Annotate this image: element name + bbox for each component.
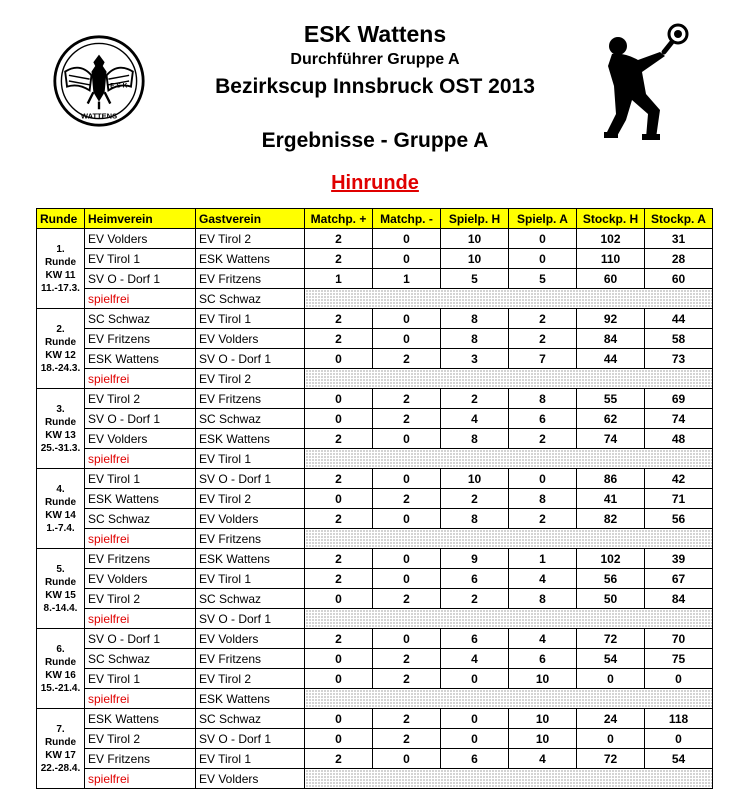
score-sp-a: 8 — [509, 489, 577, 509]
score-sp-h: 5 — [441, 269, 509, 289]
score-sp-h: 0 — [441, 709, 509, 729]
score-sp-a: 4 — [509, 749, 577, 769]
results-body — [37, 229, 713, 789]
table-row — [37, 429, 713, 449]
score-mp-plus: 2 — [305, 629, 373, 649]
guest-team: ESK Wattens — [196, 249, 305, 269]
guest-team: EV Tirol 1 — [196, 749, 305, 769]
score-mp-plus: 2 — [305, 429, 373, 449]
bye-filler — [305, 449, 713, 469]
score-st-a: 60 — [645, 269, 713, 289]
home-team: EV Fritzens — [85, 549, 196, 569]
home-team: EV Volders — [85, 429, 196, 449]
score-sp-a: 10 — [509, 729, 577, 749]
table-row — [37, 409, 713, 429]
score-mp-plus: 0 — [305, 729, 373, 749]
score-mp-minus: 0 — [373, 249, 441, 269]
home-team: EV Tirol 1 — [85, 249, 196, 269]
home-team: EV Tirol 1 — [85, 669, 196, 689]
col-header: Gastverein — [196, 209, 305, 229]
home-team: SC Schwaz — [85, 649, 196, 669]
score-mp-minus: 0 — [373, 469, 441, 489]
score-st-a: 67 — [645, 569, 713, 589]
table-row — [37, 229, 713, 249]
round-dates: 18.-24.3. — [40, 362, 81, 374]
round-cell — [37, 389, 85, 469]
col-header: Stockp. H — [577, 209, 645, 229]
table-row — [37, 569, 713, 589]
score-st-h: 82 — [577, 509, 645, 529]
round-label: 2. — [56, 323, 65, 335]
round-kw: KW 17 — [45, 749, 76, 761]
score-mp-plus: 2 — [305, 569, 373, 589]
score-st-a: 0 — [645, 729, 713, 749]
score-sp-h: 8 — [441, 309, 509, 329]
score-sp-h: 8 — [441, 429, 509, 449]
score-st-h: 60 — [577, 269, 645, 289]
home-team: SC Schwaz — [85, 509, 196, 529]
round-runde: Runde — [44, 416, 77, 428]
score-mp-minus: 2 — [373, 389, 441, 409]
score-st-a: 0 — [645, 669, 713, 689]
score-mp-minus: 2 — [373, 349, 441, 369]
home-team: SV O - Dorf 1 — [85, 269, 196, 289]
score-sp-h: 2 — [441, 389, 509, 409]
guest-team: EV Tirol 2 — [196, 669, 305, 689]
score-sp-a: 10 — [509, 669, 577, 689]
score-mp-minus: 0 — [373, 429, 441, 449]
score-st-h: 0 — [577, 669, 645, 689]
score-sp-a: 8 — [509, 589, 577, 609]
score-mp-minus: 0 — [373, 229, 441, 249]
score-mp-minus: 2 — [373, 589, 441, 609]
table-row — [37, 749, 713, 769]
guest-team: SV O - Dorf 1 — [196, 349, 305, 369]
home-team: EV Tirol 2 — [85, 729, 196, 749]
score-st-a: 73 — [645, 349, 713, 369]
guest-team: EV Volders — [196, 509, 305, 529]
score-mp-minus: 2 — [373, 649, 441, 669]
home-team: EV Tirol 2 — [85, 589, 196, 609]
guest-team: SC Schwaz — [196, 589, 305, 609]
results-table — [36, 208, 713, 789]
score-sp-a: 6 — [509, 409, 577, 429]
bye-filler — [305, 289, 713, 309]
bye-label: spielfrei — [85, 689, 196, 709]
score-st-a: 31 — [645, 229, 713, 249]
score-mp-plus: 2 — [305, 749, 373, 769]
bye-team: EV Tirol 2 — [196, 369, 305, 389]
round-kw: KW 15 — [45, 589, 76, 601]
score-sp-h: 6 — [441, 569, 509, 589]
score-mp-minus: 0 — [373, 509, 441, 529]
score-st-h: 74 — [577, 429, 645, 449]
bye-filler — [305, 689, 713, 709]
table-row — [37, 349, 713, 369]
table-row — [37, 709, 713, 729]
crest-initials: E S K — [110, 82, 128, 90]
score-sp-a: 10 — [509, 709, 577, 729]
col-header: Spielp. A — [509, 209, 577, 229]
score-st-a: 42 — [645, 469, 713, 489]
round-cell — [37, 309, 85, 389]
score-sp-a: 2 — [509, 329, 577, 349]
score-st-h: 102 — [577, 549, 645, 569]
guest-team: EV Tirol 2 — [196, 229, 305, 249]
score-sp-a: 4 — [509, 629, 577, 649]
home-team: EV Tirol 1 — [85, 469, 196, 489]
home-team: ESK Wattens — [85, 349, 196, 369]
score-st-a: 56 — [645, 509, 713, 529]
score-st-a: 71 — [645, 489, 713, 509]
bye-filler — [305, 529, 713, 549]
bye-team: EV Tirol 1 — [196, 449, 305, 469]
score-mp-minus: 0 — [373, 309, 441, 329]
score-mp-minus: 2 — [373, 669, 441, 689]
score-sp-h: 8 — [441, 329, 509, 349]
score-st-h: 92 — [577, 309, 645, 329]
score-st-h: 0 — [577, 729, 645, 749]
score-mp-plus: 2 — [305, 229, 373, 249]
score-mp-plus: 2 — [305, 309, 373, 329]
table-row — [37, 249, 713, 269]
bye-team: SC Schwaz — [196, 289, 305, 309]
score-st-a: 54 — [645, 749, 713, 769]
score-st-a: 74 — [645, 409, 713, 429]
score-sp-h: 10 — [441, 249, 509, 269]
score-mp-plus: 0 — [305, 669, 373, 689]
round-label: 1. — [56, 243, 65, 255]
bye-label: spielfrei — [85, 529, 196, 549]
round-label: 4. — [56, 483, 65, 495]
score-st-a: 48 — [645, 429, 713, 449]
home-team: EV Fritzens — [85, 329, 196, 349]
col-header: Runde — [37, 209, 85, 229]
guest-team: EV Fritzens — [196, 649, 305, 669]
col-header: Matchp. + — [305, 209, 373, 229]
bye-team: EV Fritzens — [196, 529, 305, 549]
bye-row — [37, 769, 713, 789]
bye-filler — [305, 369, 713, 389]
score-sp-h: 10 — [441, 229, 509, 249]
bye-row — [37, 369, 713, 389]
bye-team: EV Volders — [196, 769, 305, 789]
round-dates: 15.-21.4. — [40, 682, 81, 694]
round-dates: 11.-17.3. — [41, 282, 80, 294]
round-cell — [37, 229, 85, 309]
round-runde: Runde — [44, 256, 77, 268]
round-label: 7. — [56, 723, 65, 735]
score-st-h: 24 — [577, 709, 645, 729]
round-runde: Runde — [44, 336, 77, 348]
score-sp-a: 0 — [509, 229, 577, 249]
score-sp-h: 0 — [441, 669, 509, 689]
score-st-h: 56 — [577, 569, 645, 589]
score-mp-plus: 2 — [305, 249, 373, 269]
table-row — [37, 669, 713, 689]
round-dates: 8.-14.4. — [43, 602, 78, 614]
score-mp-minus: 0 — [373, 549, 441, 569]
score-mp-plus: 0 — [305, 489, 373, 509]
score-sp-h: 2 — [441, 589, 509, 609]
round-runde: Runde — [44, 496, 77, 508]
score-st-h: 41 — [577, 489, 645, 509]
table-header-row — [37, 209, 713, 229]
guest-team: SV O - Dorf 1 — [196, 729, 305, 749]
score-st-h: 72 — [577, 749, 645, 769]
score-mp-plus: 0 — [305, 349, 373, 369]
table-row — [37, 509, 713, 529]
score-sp-a: 4 — [509, 569, 577, 589]
score-st-a: 58 — [645, 329, 713, 349]
table-row — [37, 469, 713, 489]
guest-team: SC Schwaz — [196, 709, 305, 729]
score-sp-a: 1 — [509, 549, 577, 569]
score-mp-plus: 2 — [305, 509, 373, 529]
score-mp-minus: 0 — [373, 569, 441, 589]
bye-filler — [305, 609, 713, 629]
bye-team: ESK Wattens — [196, 689, 305, 709]
round-cell — [37, 709, 85, 789]
round-label: 6. — [56, 643, 65, 655]
home-team: ESK Wattens — [85, 709, 196, 729]
score-mp-plus: 0 — [305, 709, 373, 729]
round-dates: 22.-28.4. — [40, 762, 81, 774]
score-mp-plus: 0 — [305, 409, 373, 429]
home-team: EV Fritzens — [85, 749, 196, 769]
score-st-a: 44 — [645, 309, 713, 329]
bye-label: spielfrei — [85, 289, 196, 309]
score-sp-a: 5 — [509, 269, 577, 289]
score-mp-minus: 0 — [373, 629, 441, 649]
score-sp-h: 8 — [441, 509, 509, 529]
score-st-h: 44 — [577, 349, 645, 369]
score-mp-minus: 1 — [373, 269, 441, 289]
home-team: SC Schwaz — [85, 309, 196, 329]
table-row — [37, 649, 713, 669]
round-label: 5. — [56, 563, 65, 575]
table-row — [37, 329, 713, 349]
table-row — [37, 389, 713, 409]
score-mp-plus: 0 — [305, 389, 373, 409]
guest-team: EV Fritzens — [196, 389, 305, 409]
home-team: EV Volders — [85, 569, 196, 589]
score-sp-h: 4 — [441, 409, 509, 429]
score-st-a: 39 — [645, 549, 713, 569]
round-kw: KW 11 — [45, 269, 76, 281]
table-row — [37, 309, 713, 329]
score-sp-a: 6 — [509, 649, 577, 669]
bye-label: spielfrei — [85, 609, 196, 629]
home-team: ESK Wattens — [85, 489, 196, 509]
table-row — [37, 269, 713, 289]
round-cell — [37, 629, 85, 709]
bye-row — [37, 449, 713, 469]
score-sp-h: 6 — [441, 629, 509, 649]
score-sp-h: 4 — [441, 649, 509, 669]
score-st-a: 69 — [645, 389, 713, 409]
score-mp-plus: 2 — [305, 329, 373, 349]
score-mp-minus: 0 — [373, 329, 441, 349]
score-sp-h: 10 — [441, 469, 509, 489]
score-sp-a: 2 — [509, 509, 577, 529]
score-st-h: 110 — [577, 249, 645, 269]
guest-team: SV O - Dorf 1 — [196, 469, 305, 489]
score-mp-minus: 2 — [373, 409, 441, 429]
home-team: EV Volders — [85, 229, 196, 249]
col-header: Spielp. H — [441, 209, 509, 229]
organizer-subtitle: Durchführer Gruppe A — [290, 51, 460, 68]
col-header: Stockp. A — [645, 209, 713, 229]
round-kw: KW 16 — [45, 669, 76, 681]
score-mp-plus: 2 — [305, 549, 373, 569]
score-mp-minus: 2 — [373, 489, 441, 509]
score-sp-a: 0 — [509, 249, 577, 269]
score-st-h: 102 — [577, 229, 645, 249]
guest-team: EV Fritzens — [196, 269, 305, 289]
cup-title: Bezirkscup Innsbruck OST 2013 — [215, 75, 535, 98]
guest-team: EV Tirol 1 — [196, 309, 305, 329]
score-mp-minus: 0 — [373, 749, 441, 769]
score-st-a: 28 — [645, 249, 713, 269]
score-st-a: 70 — [645, 629, 713, 649]
results-title: Ergebnisse - Gruppe A — [261, 129, 489, 152]
round-cell — [37, 469, 85, 549]
bye-label: spielfrei — [85, 769, 196, 789]
bye-row — [37, 689, 713, 709]
home-team: EV Tirol 2 — [85, 389, 196, 409]
club-title: ESK Wattens — [303, 21, 447, 47]
bye-filler — [305, 769, 713, 789]
score-sp-h: 9 — [441, 549, 509, 569]
round-dates: 1.-7.4. — [46, 522, 75, 534]
round-kw: KW 12 — [45, 349, 76, 361]
bye-team: SV O - Dorf 1 — [196, 609, 305, 629]
score-sp-h: 3 — [441, 349, 509, 369]
score-mp-plus: 0 — [305, 649, 373, 669]
round-cell — [37, 549, 85, 629]
score-sp-a: 7 — [509, 349, 577, 369]
score-st-h: 84 — [577, 329, 645, 349]
round-runde: Runde — [44, 656, 77, 668]
score-mp-minus: 2 — [373, 709, 441, 729]
score-sp-h: 2 — [441, 489, 509, 509]
col-header: Heimverein — [85, 209, 196, 229]
score-st-h: 55 — [577, 389, 645, 409]
table-row — [37, 549, 713, 569]
score-sp-a: 0 — [509, 469, 577, 489]
bye-row — [37, 289, 713, 309]
score-st-a: 75 — [645, 649, 713, 669]
round-kw: KW 14 — [45, 509, 76, 521]
score-sp-a: 2 — [509, 309, 577, 329]
score-sp-h: 6 — [441, 749, 509, 769]
score-st-a: 118 — [645, 709, 713, 729]
round-runde: Runde — [44, 736, 77, 748]
score-st-a: 84 — [645, 589, 713, 609]
crest-text: WATTENS — [80, 111, 118, 121]
score-st-h: 50 — [577, 589, 645, 609]
round-kw: KW 13 — [45, 429, 76, 441]
guest-team: SC Schwaz — [196, 409, 305, 429]
score-sp-a: 2 — [509, 429, 577, 449]
table-row — [37, 589, 713, 609]
score-mp-minus: 2 — [373, 729, 441, 749]
score-mp-plus: 2 — [305, 469, 373, 489]
guest-team: EV Tirol 1 — [196, 569, 305, 589]
bye-label: spielfrei — [85, 369, 196, 389]
guest-team: EV Volders — [196, 629, 305, 649]
round-dates: 25.-31.3. — [40, 442, 81, 454]
score-mp-plus: 0 — [305, 589, 373, 609]
table-row — [37, 729, 713, 749]
home-team: SV O - Dorf 1 — [85, 409, 196, 429]
round-runde: Runde — [44, 576, 77, 588]
bye-row — [37, 529, 713, 549]
bye-label: spielfrei — [85, 449, 196, 469]
guest-team: ESK Wattens — [196, 549, 305, 569]
score-st-h: 86 — [577, 469, 645, 489]
score-st-h: 72 — [577, 629, 645, 649]
section-title: Hinrunde — [331, 172, 419, 194]
score-st-h: 62 — [577, 409, 645, 429]
round-label: 3. — [56, 403, 65, 415]
score-sp-h: 0 — [441, 729, 509, 749]
score-st-h: 54 — [577, 649, 645, 669]
score-sp-a: 8 — [509, 389, 577, 409]
table-row — [37, 629, 713, 649]
guest-team: EV Volders — [196, 329, 305, 349]
bye-row — [37, 609, 713, 629]
score-mp-plus: 1 — [305, 269, 373, 289]
home-team: SV O - Dorf 1 — [85, 629, 196, 649]
table-row — [37, 489, 713, 509]
col-header: Matchp. - — [373, 209, 441, 229]
guest-team: EV Tirol 2 — [196, 489, 305, 509]
guest-team: ESK Wattens — [196, 429, 305, 449]
